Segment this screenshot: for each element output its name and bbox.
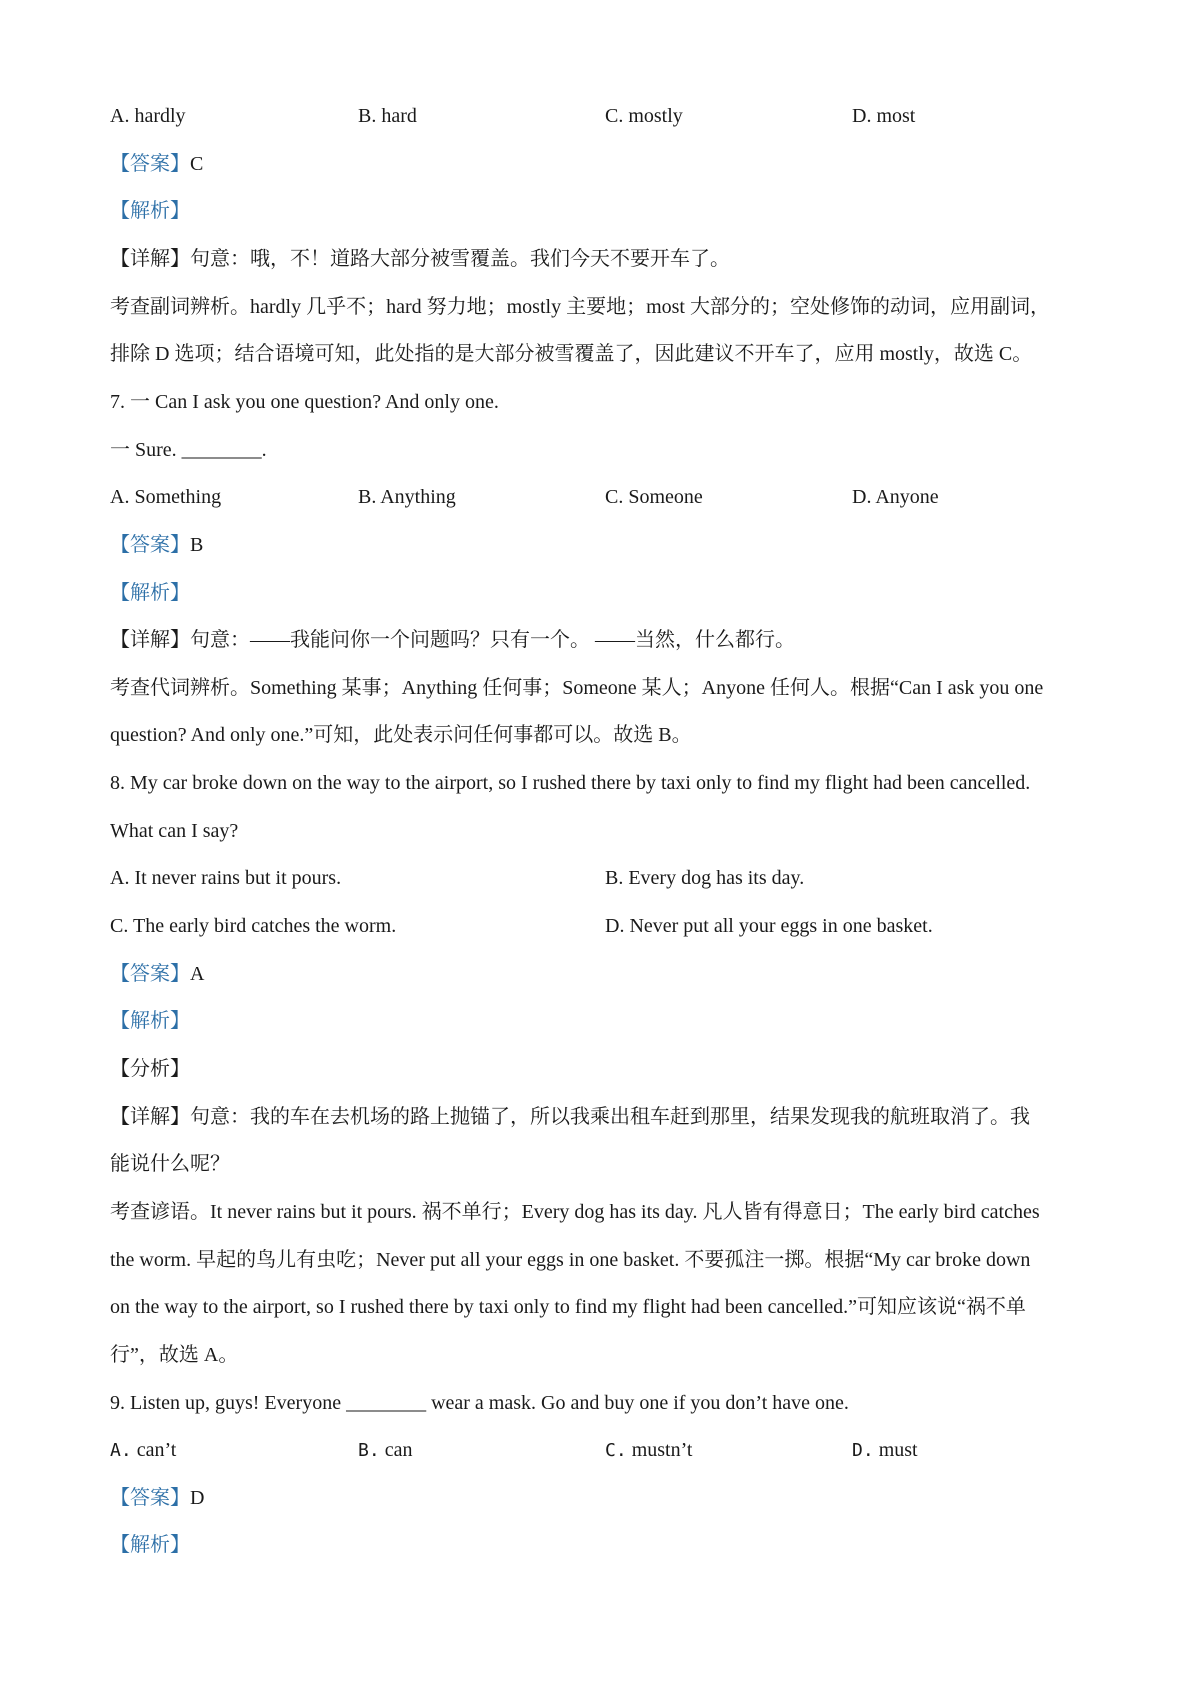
- q9-option-b-letter: B.: [358, 1440, 380, 1461]
- q8-option-b: B. Every dog has its day.: [605, 867, 805, 889]
- q9-option-c: [605, 1436, 692, 1465]
- q8-option-c: C. The early bird catches the worm.: [110, 915, 397, 937]
- q7-detail-line3: question? And only one.”可知，此处表示问任何事都可以。故选 B。: [110, 724, 692, 746]
- q6-answer: C: [190, 153, 204, 175]
- q6-detail-line1: 【详解】句意：哦，不！道路大部分被雪覆盖。我们今天不要开车了。: [110, 248, 730, 270]
- q8-detail-line4: the worm. 早起的鸟儿有虫吃；Never put all your eggs in one basket. 不要孤注一掷。根据“My car broke down: [110, 1249, 1031, 1271]
- q9-answer: D: [190, 1487, 205, 1509]
- q8-detail-line6: 行”，故选 A。: [110, 1344, 239, 1366]
- q7-answer: B: [190, 534, 204, 556]
- q9-option-a-letter: A.: [110, 1440, 132, 1461]
- q9-option-b: [358, 1436, 412, 1465]
- q7-detail-line1: 【详解】句意：——我能问你一个问题吗？只有一个。 ——当然，什么都行。: [110, 629, 795, 651]
- q9-option-b-text: can: [384, 1439, 413, 1461]
- q8-stem-line2: What can I say?: [110, 820, 239, 842]
- q8-detail-line1: 【详解】句意：我的车在去机场的路上抛锚了，所以我乘出租车赶到那里，结果发现我的航班取消了。我: [110, 1106, 1030, 1128]
- q6-answer-line: [110, 150, 1110, 178]
- q7-stem-line1: 7. 一 Can I ask you one question? And only one.: [110, 391, 499, 413]
- q9-option-d-text: must: [878, 1439, 918, 1461]
- q9-option-a: [110, 1436, 176, 1465]
- q9-option-d-letter: D.: [852, 1440, 874, 1461]
- q6-detail-line2: 考查副词辨析。hardly 几乎不；hard 努力地；mostly 主要地；most 大部分的；空处修饰的动词，应用副词，: [110, 296, 1050, 318]
- q7-option-c: C. Someone: [605, 486, 703, 508]
- q8-answer-line: [110, 960, 1110, 988]
- q6-option-d: D. most: [852, 105, 916, 127]
- answer-tag: 【答案】: [110, 534, 190, 556]
- q6-detail-line3: 排除 D 选项；结合语境可知，此处指的是大部分被雪覆盖了，因此建议不开车了，应用 mostly，故选 C。: [110, 343, 1033, 365]
- q7-detail-line2: 考查代词辨析。Something 某事；Anything 任何事；Someone 某人；Anyone 任何人。根据“Can I ask you one: [110, 677, 1044, 699]
- q9-option-c-letter: C.: [605, 1440, 627, 1461]
- q9-option-d: [852, 1436, 918, 1465]
- q8-stem-line1: 8. My car broke down on the way to the airport, so I rushed there by taxi only to find my flight had been cancelled.: [110, 772, 1031, 794]
- q6-option-b: B. hard: [358, 105, 417, 127]
- q8-detail-line2: 能说什么呢？: [110, 1153, 230, 1175]
- q9-analysis-tag: 【解析】: [110, 1534, 190, 1556]
- q8-option-d: D. Never put all your eggs in one basket.: [605, 915, 933, 937]
- q8-answer: A: [190, 963, 205, 985]
- q8-analysis-tag: 【解析】: [110, 1010, 190, 1032]
- q9-option-c-text: mustn’t: [631, 1439, 693, 1461]
- q8-detail-line5: on the way to the airport, so I rushed there by taxi only to find my flight had been cancelled.”可知应该说“祸不单: [110, 1296, 1026, 1318]
- q7-answer-line: [110, 531, 1110, 559]
- q8-fenxi-tag: 【分析】: [110, 1058, 190, 1080]
- q7-analysis-tag: 【解析】: [110, 582, 190, 604]
- q6-option-c: C. mostly: [605, 105, 683, 127]
- q7-stem-line2: 一 Sure. ________.: [110, 439, 267, 461]
- answer-tag: 【答案】: [110, 1487, 190, 1509]
- q6-option-a: A. hardly: [110, 105, 186, 127]
- q9-option-a-text: can’t: [136, 1439, 177, 1461]
- q7-option-d: D. Anyone: [852, 486, 939, 508]
- answer-tag: 【答案】: [110, 153, 190, 175]
- q8-detail-line3: 考查谚语。It never rains but it pours. 祸不单行；Every dog has its day. 凡人皆有得意日；The early bird catches: [110, 1201, 1040, 1223]
- q6-analysis-tag: 【解析】: [110, 200, 190, 222]
- q9-answer-line: [110, 1484, 1110, 1512]
- q8-option-a: A. It never rains but it pours.: [110, 867, 342, 889]
- q7-option-b: B. Anything: [358, 486, 456, 508]
- q7-option-a: A. Something: [110, 486, 222, 508]
- answer-tag: 【答案】: [110, 963, 190, 985]
- q9-stem-line1: 9. Listen up, guys! Everyone ________ wear a mask. Go and buy one if you don’t have one.: [110, 1392, 849, 1414]
